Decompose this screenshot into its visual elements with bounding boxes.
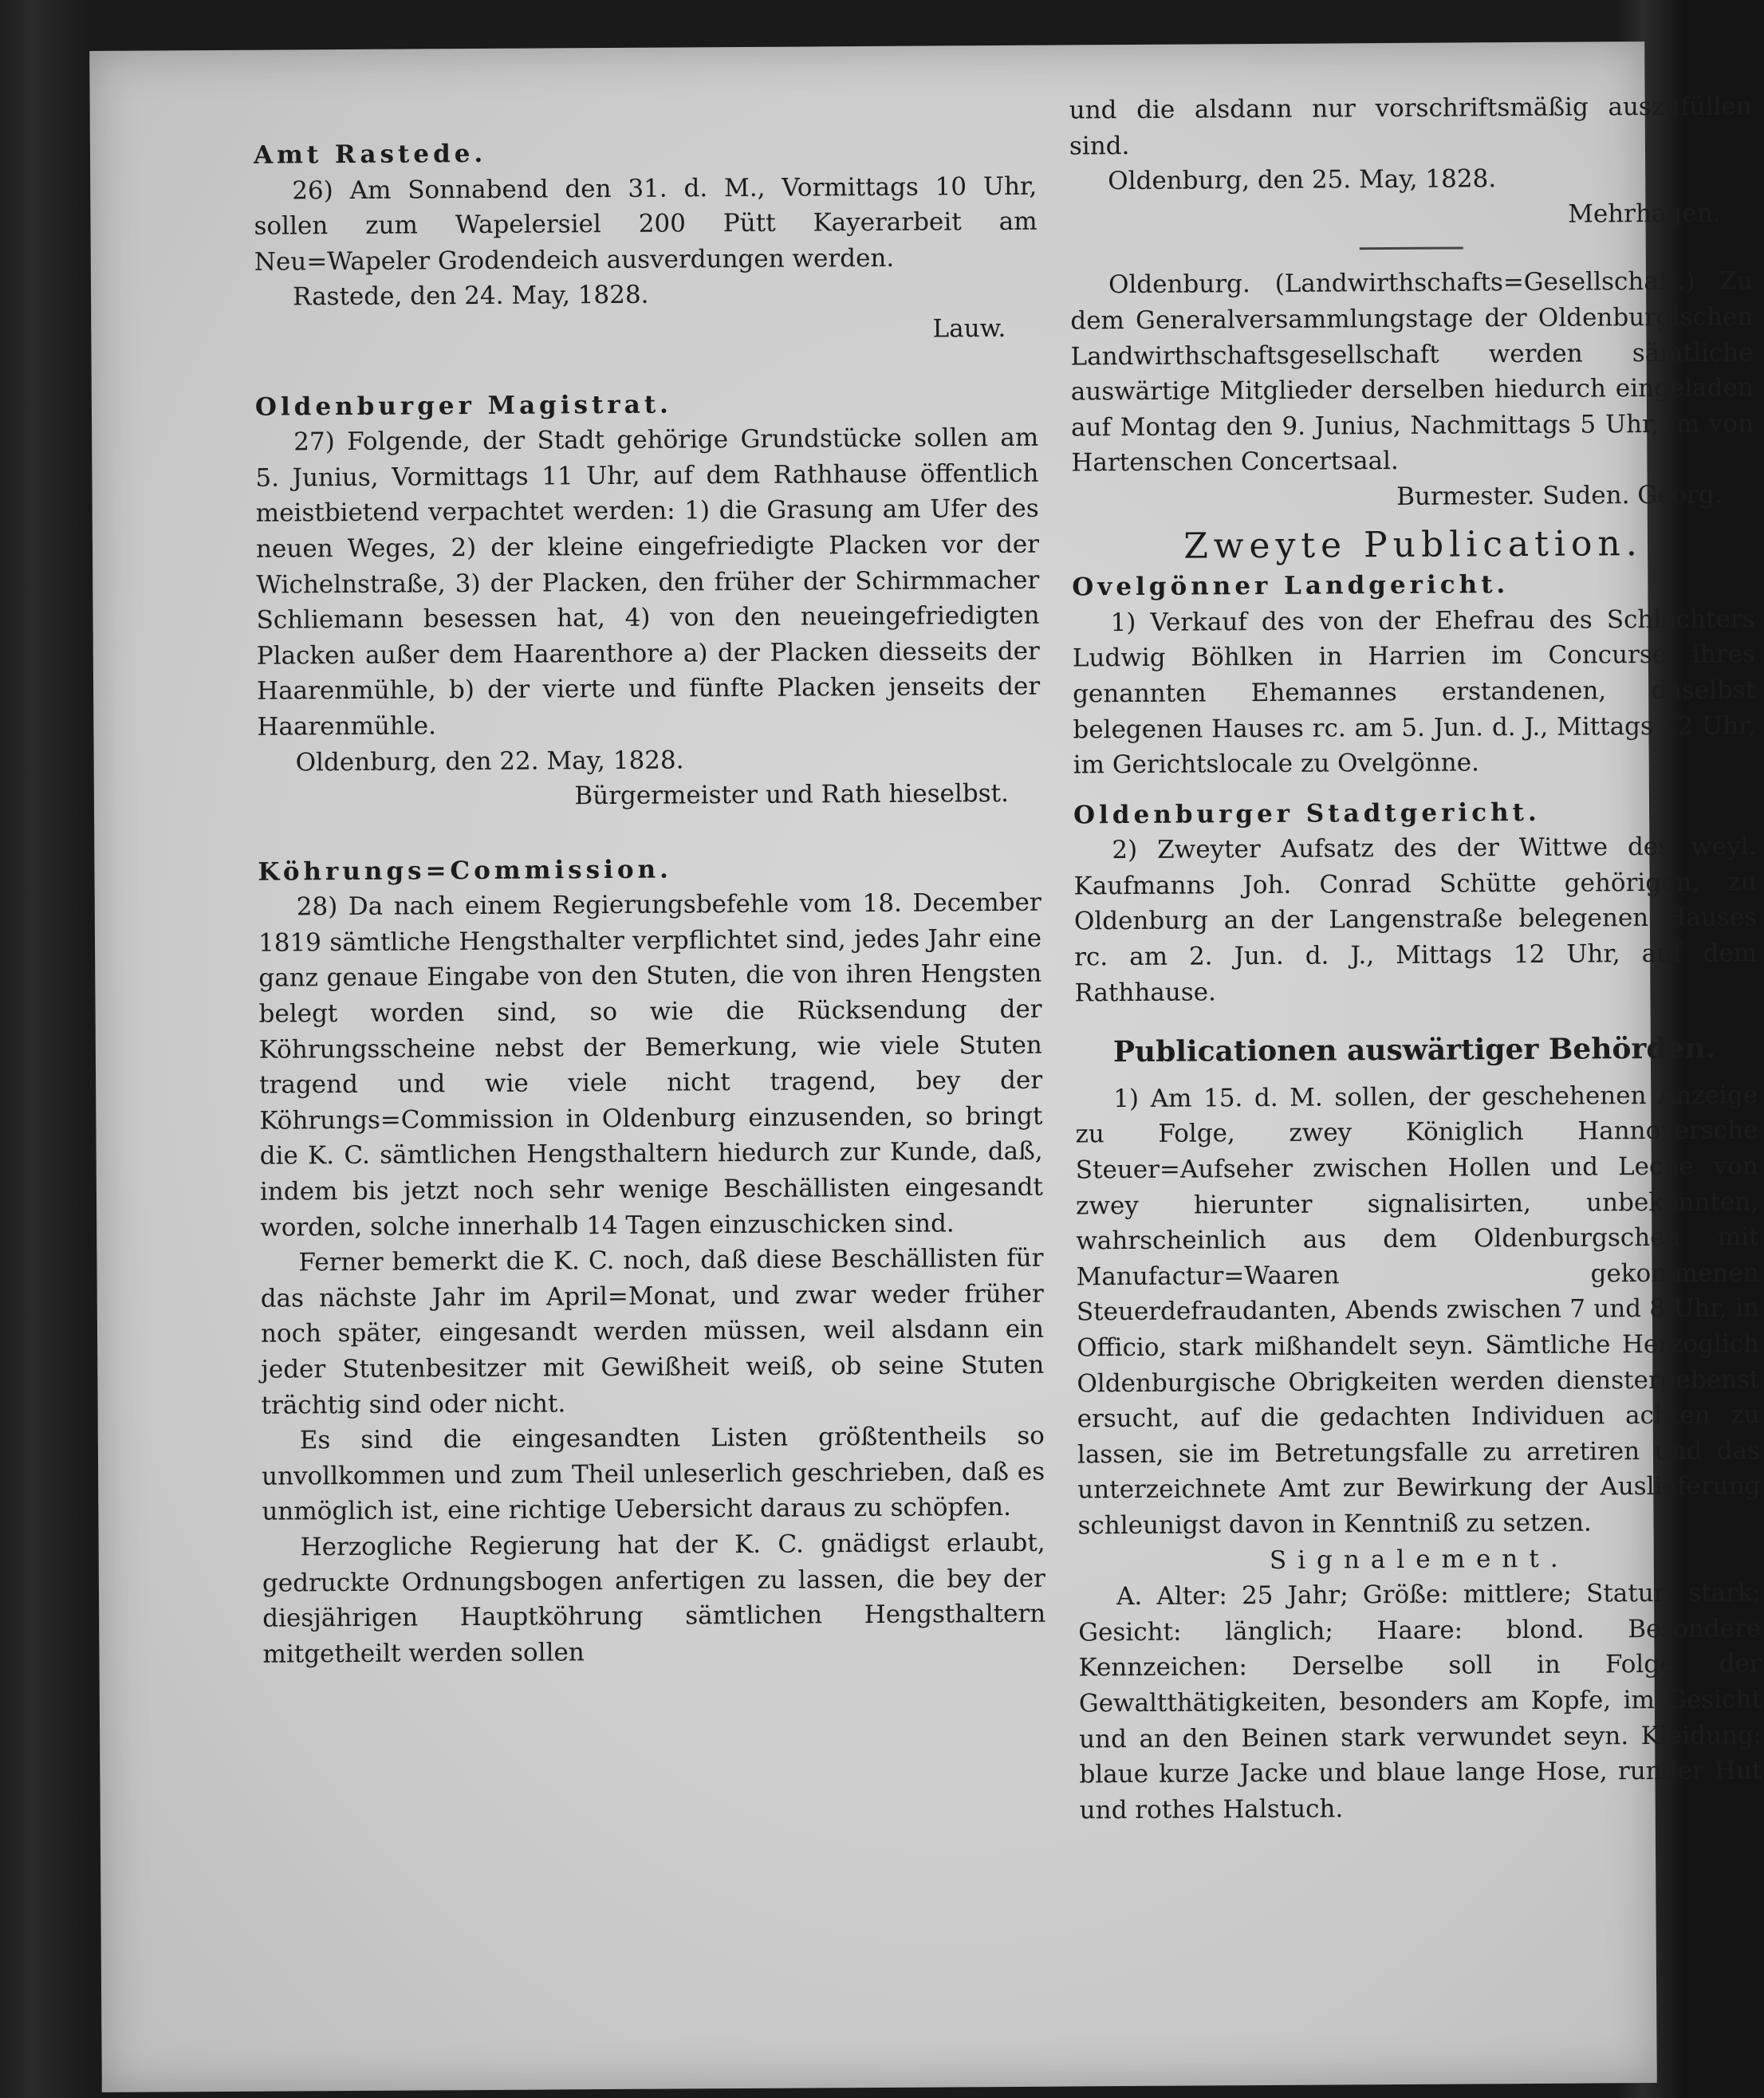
notice-28: 28) Da nach einem Regierungsbefehle vom 18. December 1819 sämtliche Hengsthalter verpflichtet sind, jedes Jahr eine ganz genaue Eingabe von den Stuten, die von ihren Hengsten belegt worden sind, so wie die Rücksendung der Köhrungsscheine nebst der Bemerkung, wie viele Stuten tragend und wie viele nicht tragend, bey der Köhrungs=Commission in Oldenburg einzusenden, so bringt die K. C. sämtlichen Hengsthaltern hiedurch zur Kunde, daß, indem bis jetzt noch sehr wenige Beschällisten eingesandt worden, solche innerhalb 14 Tagen einzuschicken sind. [258,888,1044,1242]
signalement-a: A. Alter: 25 Jahr; Größe: mittlere; Statur: stark; Gesicht: länglich; Haare: blond. Besondere Kennzeichen: Derselbe soll in Folge der Gewaltthätigkeiten, besonders am Kopfe, im Gesicht und an den Beinen stark verwundet seyn. Kleidung: blaue kurze Jacke und blaue lange Hose, runder Hut und rothes Halstuch. [1078,1578,1762,1825]
heading-signalement: Signalement. [1269,1544,1569,1575]
notice-28-paragraph-4: Herzogliche Regierung hat der K. C. gnädigst erlaubt, gedruckte Ordnungsbogen anfertigen zu lassen, die bey der diesjährigen Hauptköhrung sämtlichen Hengsthaltern mitgetheilt werden sollen [262,1528,1046,1669]
section-heading-koehrungs-commission: Köhrungs=Commission. [258,855,673,887]
notice-28-signature: Mehrhagen. [1568,199,1721,229]
heading-zweyte-publication: Zweyte Publication. [1183,522,1643,567]
right-column [1069,89,1762,1828]
left-column [254,133,1046,1672]
notice-28-date: Oldenburg, den 25. May, 1828. [1108,164,1497,196]
notice-27: 27) Folgende, der Stadt gehörige Grundstücke sollen am 5. Junius, Vormittags 11 Uhr, auf dem Rathhause öffentlich meistbietend verpachtet werden: 1) die Grasung am Ufer des neuen Weges, 2) der kleine eingefriedigte Placken vor der Wichelnstraße, 3) der Placken, den früher der Schirmmacher Schliemann besessen hat, 4) von den neueingefriedigten Placken außer dem Haarenthore a) der Placken diesseits der Haarenmühle, b) der vierte und fünfte Placken jenseits der Haarenmühle. [255,423,1041,742]
publication-2: 2) Zweyter Aufsatz des der Wittwe des weyl. Kaufmanns Joh. Conrad Schütte gehörigen, zu Oldenburg an der Langenstraße belegenen Hauses rc. am 2. Jun. d. J., Mittags 12 Uhr, auf dem Rathhause. [1073,832,1758,1008]
notice-landwirthschafts-gesellschaft: Oldenburg. (Landwirthschafts=Gesellschaft.) Zu dem Generalversammlungstage der Oldenburgischen Landwirthschaftsgesellschaft werden sämtliche auswärtige Mitglieder derselben hiedurch eingeladen auf Montag den 9. Junius, Nachmittags 5 Uhr, im von Hartenschen Concertsaal. [1070,266,1754,478]
section-heading-stadtgericht: Oldenburger Stadtgericht. [1073,797,1541,830]
notice-28-continuation: und die alsdann nur vorschriftsmäßig auszufüllen sind. [1069,92,1752,161]
notice-26: 26) Am Sonnabend den 31. d. M., Vormittags 10 Uhr, sollen zum Wapelersiel 200 Pütt Kayerarbeit am Neu=Wapeler Grodendeich ausverdungen werden. [254,171,1038,277]
section-heading-magistrat: Oldenburger Magistrat. [254,390,672,422]
publication-auswaertig-1: 1) Am 15. d. M. sollen, der geschehenen Anzeige zu Folge, zwey Königlich Hannoversche Steuer=Aufseher zwischen Hollen und Leche von zwey hierunter signalisirten, unbekannten, wahrscheinlich aus dem Oldenburgschen mit Manufactur=Waaren gekommenen Steuerdefraudanten, Abends zwischen 7 und 8 Uhr, in Officio, stark mißhandelt seyn. Sämtliche Herzoglich Oldenburgische Obrigkeiten werden dienstergebenst ersucht, auf die gedachten Individuen achten zu lassen, sie im Betretungsfalle zu arretiren und das unterzeichnete Amt zur Bewirkung der Auslieferung schleunigst davon in Kenntniß zu setzen. [1075,1080,1761,1541]
publication-1: 1) Verkauf des von der Ehefrau des Schlächters Ludwig Böhlken in Harrien im Concurse ihres genannten Ehemannes erstandenen, daselbst belegenen Hauses rc. am 5. Jun. d. J., Mittags 12 Uhr, im Gerichtslocale zu Ovelgönne. [1072,604,1756,780]
notice-26-signature: Lauw. [932,313,1006,344]
section-divider [1360,247,1463,250]
section-heading-amt-rastede: Amt Rastede. [253,139,487,170]
heading-auswaertige-behoerden: Publicationen auswärtiger Behörden. [1112,1031,1716,1069]
notice-26-date: Rastede, den 24. May, 1828. [292,281,649,312]
notice-28-paragraph-2: Ferner bemerkt die K. C. noch, daß diese Beschällisten für das nächste Jahr im April=Monat, und zwar weder früher noch später, eingesandt werden müssen, weil alsdann ein jeder Stutenbesitzer mit Gewißheit weiß, ob seine Stuten trächtig sind oder nicht. [260,1243,1045,1420]
notice-28-paragraph-3: Es sind die eingesandten Listen größtentheils so unvollkommen und zum Theil unleserlich geschrieben, daß es unmöglich ist, eine richtige Uebersicht daraus zu schöpfen. [262,1421,1045,1527]
newspaper-page [89,41,1762,2092]
notice-27-date: Oldenburg, den 22. May, 1828. [295,745,684,777]
section-heading-ovelgoenner-landgericht: Ovelgönner Landgericht. [1072,570,1510,602]
landwirthschaft-signatures: Burmester. Suden. Georg. [1396,480,1723,511]
notice-27-signature: Bürgermeister und Rath hieselbst. [574,779,1010,811]
